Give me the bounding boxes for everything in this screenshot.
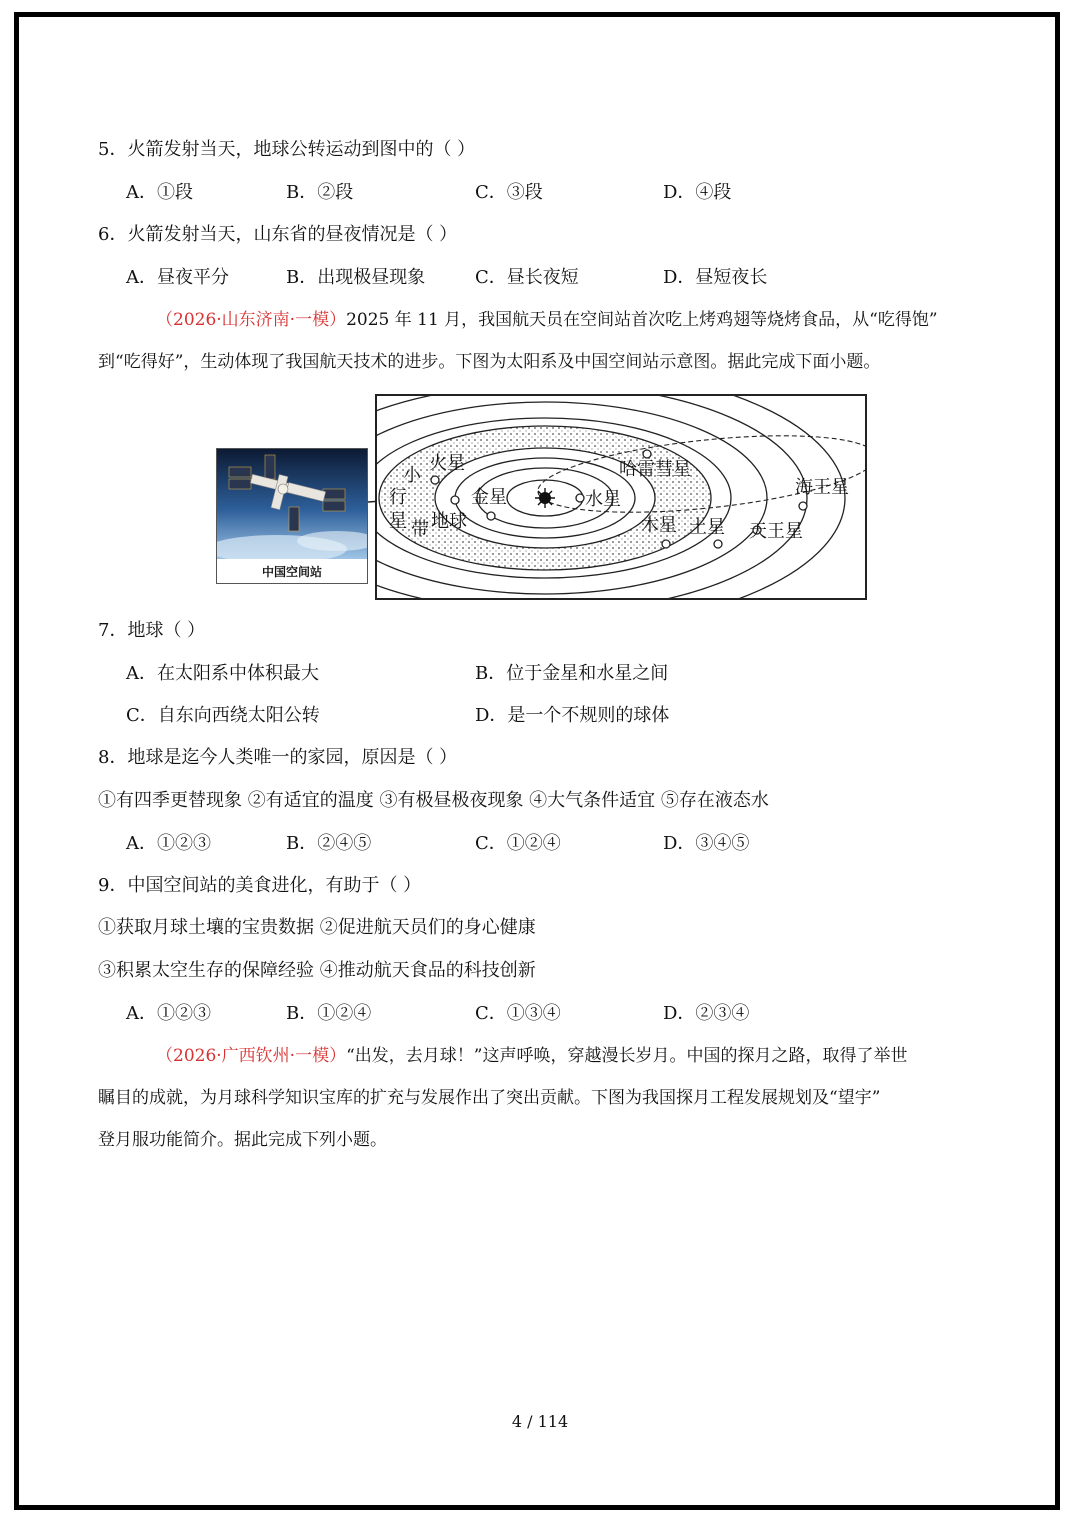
label-saturn: 土星 [689, 517, 725, 538]
passage-2 [98, 1044, 978, 1152]
question-7-option-b[interactable]: B．位于金星和水星之间 [475, 663, 669, 684]
question-7-stem: 7．地球（ ） [98, 620, 206, 641]
question-8-option-a[interactable]: A．①②③ [126, 833, 211, 854]
label-belt-4: 带 [411, 519, 429, 540]
label-belt-3: 星 [389, 511, 407, 532]
label-halley: 哈雷彗星 [619, 459, 691, 480]
question-9-option-c[interactable]: C．①③④ [475, 1003, 561, 1024]
space-station-photo [216, 448, 368, 584]
question-7-option-c[interactable]: C．自东向西绕太阳公转 [126, 705, 320, 726]
label-jupiter: 木星 [641, 515, 677, 536]
passage-1-source: （2026·山东济南·一模） [156, 310, 347, 330]
label-belt-1: 小 [403, 465, 421, 486]
passage-1-line-1 [98, 308, 978, 332]
solar-system-orbits [377, 396, 867, 600]
passage-1 [98, 308, 978, 374]
label-venus: 金星 [471, 487, 507, 508]
question-9-items-1: ①获取月球土壤的宝贵数据 ②促进航天员们的身心健康 [98, 917, 536, 938]
label-uranus: 天王星 [749, 521, 803, 542]
question-8-option-c[interactable]: C．①②④ [475, 833, 561, 854]
question-8-items: ①有四季更替现象 ②有适宜的温度 ③有极昼极夜现象 ④大气条件适宜 ⑤存在液态水 [98, 790, 769, 811]
label-neptune: 海王星 [795, 477, 849, 498]
question-9-option-d[interactable]: D．②③④ [663, 1003, 750, 1024]
question-5-option-c[interactable]: C．③段 [475, 182, 543, 203]
label-earth: 地球 [431, 511, 467, 532]
label-mercury: 水星 [585, 489, 621, 510]
space-station-caption: 中国空间站 [261, 565, 322, 579]
label-belt-2: 行 [389, 487, 407, 508]
question-8-stem: 8．地球是迄今人类唯一的家园，原因是（ ） [98, 747, 458, 768]
question-9-items-2: ③积累太空生存的保障经验 ④推动航天食品的科技创新 [98, 960, 536, 981]
passage-2-line-2: 瞩目的成就，为月球科学知识宝库的扩充与发展作出了突出贡献。下图为我国探月工程发展规划及“望宇” [98, 1088, 881, 1108]
passage-1-text-1: 2025 年 11 月，我国航天员在空间站首次吃上烤鸡翅等烧烤食品，从“吃得饱” [346, 310, 938, 330]
passage-2-line-1 [98, 1044, 978, 1068]
question-6-option-d[interactable]: D．昼短夜长 [663, 267, 768, 288]
question-5-stem: 5．火箭发射当天，地球公转运动到图中的（ ） [98, 139, 476, 160]
label-mars: 火星 [429, 453, 465, 474]
question-5-option-d[interactable]: D．④段 [663, 182, 732, 203]
question-6-option-a[interactable]: A．昼夜平分 [126, 267, 229, 288]
solar-system-diagram [375, 394, 867, 600]
passage-2-source: （2026·广西钦州·一模） [156, 1046, 347, 1066]
question-7-option-a[interactable]: A．在太阳系中体积最大 [126, 663, 319, 684]
question-6-option-b[interactable]: B．出现极昼现象 [286, 267, 426, 288]
question-8-option-b[interactable]: B．②④⑤ [286, 833, 372, 854]
question-5-option-b[interactable]: B．②段 [286, 182, 354, 203]
question-6-option-c[interactable]: C．昼长夜短 [475, 267, 579, 288]
question-9-option-a[interactable]: A．①②③ [126, 1003, 211, 1024]
question-9-stem: 9．中国空间站的美食进化，有助于（ ） [98, 875, 422, 896]
page-number: 4 / 114 [511, 1412, 569, 1431]
question-5-option-a[interactable]: A．①段 [126, 182, 193, 203]
question-6-stem: 6．火箭发射当天，山东省的昼夜情况是（ ） [98, 224, 458, 245]
passage-1-line-2: 到“吃得好”，生动体现了我国航天技术的进步。下图为太阳系及中国空间站示意图。据此完成下面小题。 [98, 352, 881, 372]
question-8-option-d[interactable]: D．③④⑤ [663, 833, 750, 854]
passage-2-text-1: “出发，去月球！”这声呼唤，穿越漫长岁月。中国的探月之路，取得了举世 [346, 1046, 908, 1066]
passage-2-line-3: 登月服功能简介。据此完成下列小题。 [98, 1130, 387, 1150]
question-9-option-b[interactable]: B．①②④ [286, 1003, 372, 1024]
question-7-option-d[interactable]: D．是一个不规则的球体 [475, 705, 670, 726]
